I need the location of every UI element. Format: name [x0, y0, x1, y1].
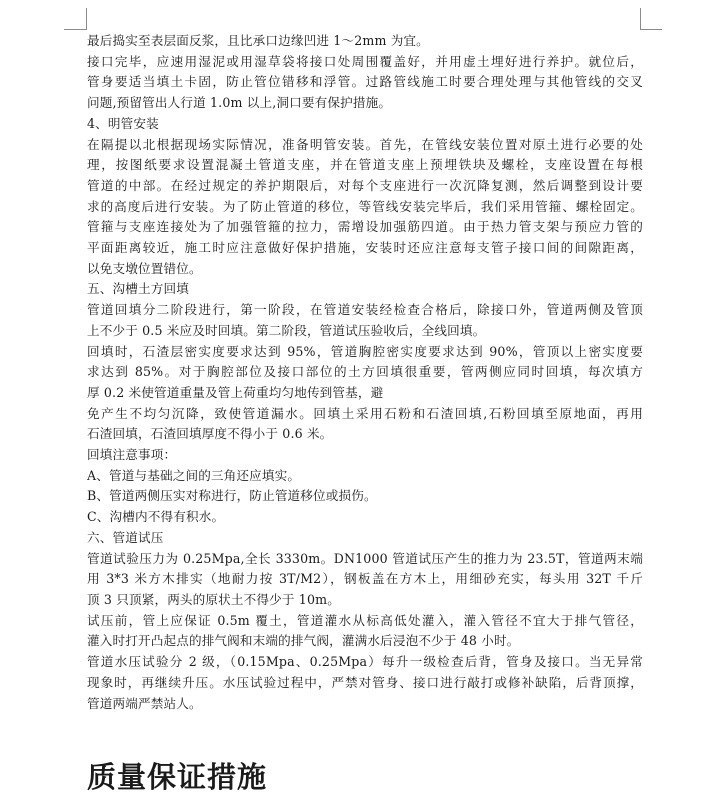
- text-line: 试压前，管上应保证 0.5m 覆土，管道灌水从标高低处灌入，灌入管径不宜大于排气管径，: [87, 612, 643, 628]
- crop-mark-top-left-horizontal: [64, 29, 86, 30]
- text-line: 最后捣实至表层面反浆，且比承口边缘凹进 1～2mm 为宜。: [87, 33, 429, 48]
- text-line: 回填时，石渣层密实度要求达到 95%，管道胸腔密实度要求达到 90%，管顶以上密实度要: [87, 343, 643, 359]
- text-line: 管道回填分二阶段进行，第一阶段，在管道安装经检查合格后，除接口外，管道两侧及管顶: [87, 302, 643, 318]
- text-line: 管身要适当填土卡固，防止管位错移和浮管。过路管线施工时要合理处理与其他管线的交叉: [87, 74, 643, 90]
- text-line: 接口完毕，应速用湿泥或用湿草袋将接口处周围覆盖好，并用虚土埋好进行养护。就位后，: [87, 53, 643, 69]
- text-line: 求的高度后进行安装。为了防止管道的移位，等管线安装完毕后，我们采用管箍、螺栓固定。: [87, 198, 643, 214]
- text-line: 五、沟槽土方回填: [87, 281, 189, 297]
- text-line: 顶 3 只顶紧，两头的原状土不得少于 10m。: [87, 591, 340, 607]
- text-line: 石渣回填，石渣回填厚度不得小于 0.6 米。: [87, 426, 333, 442]
- text-line: 上不少于 0.5 米应及时回填。第二阶段，管道试压验收后，全线回填。: [87, 322, 486, 338]
- text-line: A、管道与基础之间的三角还应填实。: [87, 467, 301, 483]
- crop-mark-top-left-vertical: [86, 8, 87, 30]
- text-line: 管道的中部。在经过规定的养护期限后，对每个支座进行一次沉降复测，然后调整到设计要: [87, 177, 643, 193]
- text-line: C、沟槽内不得有积水。: [87, 509, 225, 525]
- text-line: 管道试验压力为 0.25Mpa,全长 3330m。DN1000 管道试压产生的推力为 23.5T，管道两末端: [87, 550, 643, 566]
- section-heading: 质量保证措施: [87, 760, 268, 794]
- text-line: 4、明管安装: [87, 115, 159, 131]
- text-line: 管道水压试验分 2 级，（0.15Mpa、0.25Mpa）每升一级检查后背，管身及接口。当无异常: [87, 654, 643, 670]
- text-line: 回填注意事项：: [87, 447, 177, 463]
- text-line: 免产生不均匀沉降，致使管道漏水。回填土采用石粉和石渣回填,石粉回填至原地面，再用: [87, 405, 643, 421]
- text-line: 以免支墩位置错位。: [87, 260, 202, 276]
- document-body: [87, 31, 643, 714]
- text-line: 厚 0.2 米使管道重量及管上荷重均匀地传到管基，避: [87, 384, 384, 400]
- crop-mark-top-right-vertical: [640, 8, 641, 30]
- text-line: 理，按图纸要求设置混凝土管道支座，并在管道支座上预埋铁块及螺栓，支座设置在每根: [87, 157, 643, 173]
- crop-mark-top-right-horizontal: [640, 29, 662, 30]
- text-line: 现象时，再继续升压。水压试验过程中，严禁对管身、接口进行敲打或修补缺陷，后背顶撑，: [87, 674, 643, 690]
- text-line: 平面距离较近，施工时应注意做好保护措施，安装时还应注意每支管子接口间的间隙距离，: [87, 240, 643, 256]
- text-line: B、管道两侧压实对称进行，防止管道移位或损伤。: [87, 488, 377, 504]
- text-line: 六、管道试压: [87, 529, 164, 545]
- text-line: 用 3*3 米方木排实（地耐力按 3T/M2），钢板盖在方木上，用细砂充实，每头用 32T 千斤: [87, 571, 643, 587]
- text-line: 在隔提以北根据现场实际情况，准备明管安装。首先，在管线安装位置对原土进行必要的处: [87, 136, 643, 152]
- text-line: 管道两端严禁站人。: [87, 695, 202, 711]
- text-line: 管箍与支座连接处为了加强管箍的拉力，需增设加强筋四道。由于热力管支架与预应力管的: [87, 219, 643, 235]
- text-line: 灌入时打开凸起点的排气阀和末端的排气阀，灌满水后浸泡不少于 48 小时。: [87, 633, 520, 649]
- text-line: 问题,预留管出人行道 1.0m 以上,洞口要有保护措施。: [87, 95, 392, 111]
- text-line: 求达到 85%。对于胸腔部位及接口部位的土方回填很重要，管两侧应同时回填，每次填方: [87, 364, 643, 380]
